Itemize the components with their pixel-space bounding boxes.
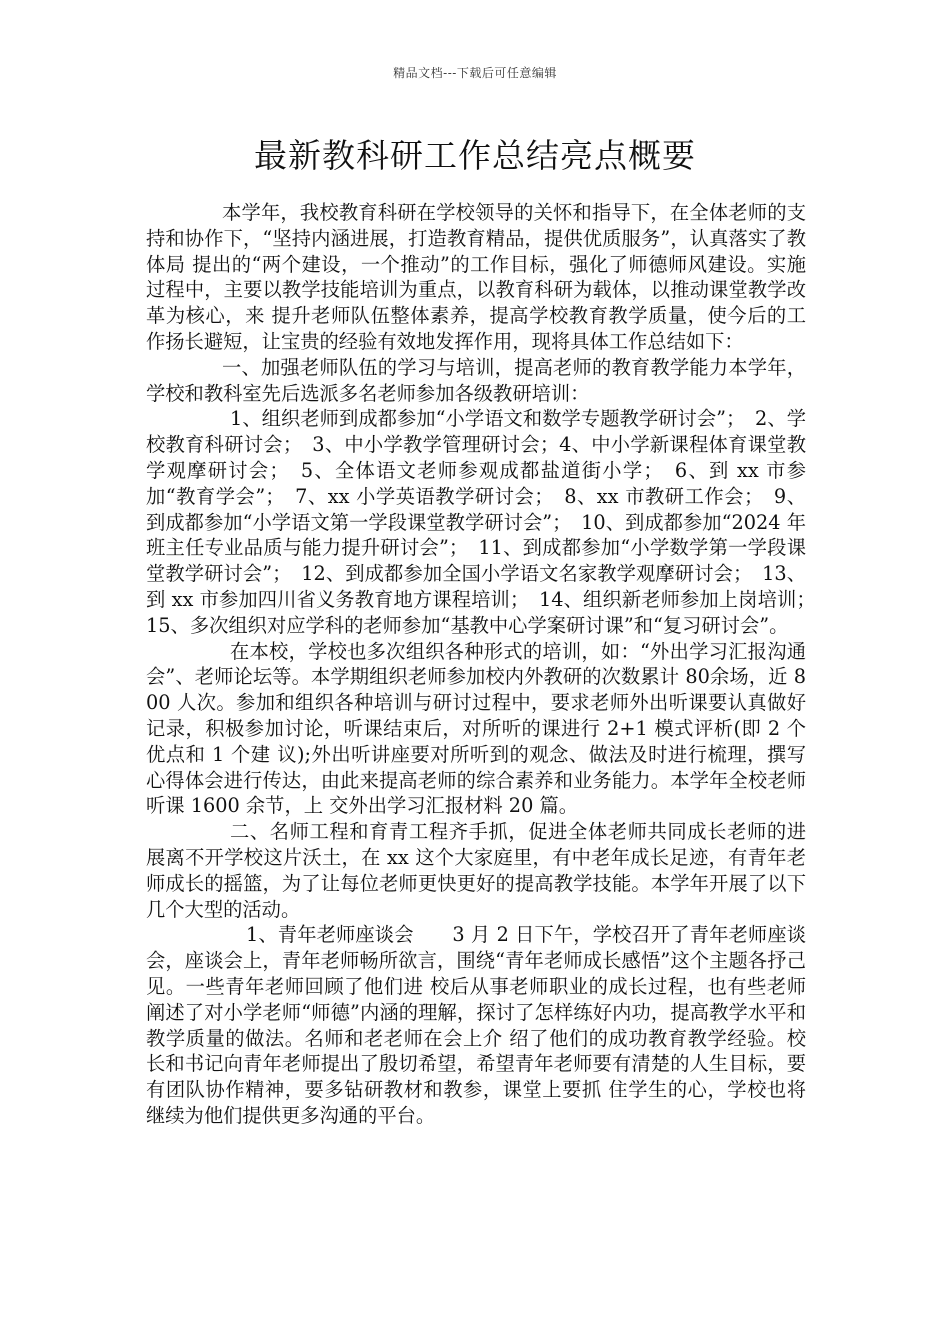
page-header: 精品文档---下载后可任意编辑 — [393, 66, 557, 80]
paragraph-intro: 本学年，我校教育科研在学校领导的关怀和指导下，在全体老师的支持和协作下，“坚持内涵进展，打造教育精品，提供优质服务”，认真落实了教体局 提出的“两个建设，一个推动”的工作目标，强化了师德师风建设。实施过程中，主要以教学技能培训为重点，以教育科研为载体，以推动课堂教学改革为核心，来 提升老师队伍整体素养，提高学校教育教学质量，使今后的工作扬长避短，让宝贵的经验有效地发挥作用，现将具体工作总结如下： — [146, 201, 806, 353]
document-title: 最新教科研工作总结亮点概要 — [254, 136, 696, 175]
paragraph-training-list: 1、组织老师到成都参加“小学语文和数学专题教学研讨会”； 2、学校教育科研讨会； 3、中小学教学管理研讨会；4、中小学新课程体育课堂教学观摩研讨会； 5、全体语文老师参观成都盐道街小学； 6、到 xx 市参加“教育学会”； 7、xx 小学英语教学研讨会； 8、xx 市教研工作会； 9、到成都参加“小学语文第一学段课堂教学研讨会”； 10、到成都参加“2024 年班主任专业品质与能力提升研讨会”； 11、到成都参加“小学数学第一学段课堂教学研讨会”； 12、到成都参加全国小学语文名家教学观摩研讨会； 13、到 xx 市参加四川省义务教育地方课程培训； 14、组织新老师参加上岗培训； 15、多次组织对应学科的老师参加“基教中心学案研讨课”和“复习研讨会”。 — [146, 407, 826, 637]
document-body — [146, 200, 826, 1129]
paragraph-school-training: 在本校，学校也多次组织各种形式的培训，如：“外出学习汇报沟通会”、老师论坛等。本学期组织老师参加校内外教研的次数累计 80余场，近 800 人次。参加和组织各种培训与研讨过程中，要求老师外出听课要认真做好记录，积极参加讨论，听课结束后，对所听的课进行 2+1 模式评析(即 2 个优点和 1 个建 议);外出听讲座要对所听到的观念、做法及时进行梳理，撰写心得体会进行传达，由此来提高老师的综合素养和业务能力。本学年全校老师听课 1600 余节，上 交外出学习汇报材料 20 篇。 — [146, 639, 806, 818]
paragraph-section-1-heading: 一、加强老师队伍的学习与培训，提高老师的教育教学能力本学年，学校和教科室先后选派多名老师参加各级教研培训： — [146, 355, 806, 405]
paragraph-section-2-heading: 二、名师工程和育青工程齐手抓，促进全体老师共同成长老师的进展离不开学校这片沃土，在 xx 这个大家庭里，有中老年成长足迹，有青年老师成长的摇篮，为了让每位老师更快更好的提高教学技能。本学年开展了以下几个大型的活动。 — [146, 820, 806, 921]
paragraph-youth-forum: 1、青年老师座谈会 3 月 2 日下午，学校召开了青年老师座谈会，座谈会上，青年老师畅所欲言，围绕“青年老师成长感悟”这个主题各抒己见。一些青年老师回顾了他们进 校后从事老师职业的成长过程，也有些老师阐述了对小学老师“师德”内涵的理解，探讨了怎样练好内功，提高教学水平和教学质量的做法。名师和老老师在会上介 绍了他们的成功教育教学经验。校长和书记向青年老师提出了殷切希望，希望青年老师要有清楚的人生目标，要有团队协作精神，要多钻研教材和教参，课堂上要抓 住学生的心，学校也将继续为他们提供更多沟通的平台。 — [146, 923, 806, 1127]
